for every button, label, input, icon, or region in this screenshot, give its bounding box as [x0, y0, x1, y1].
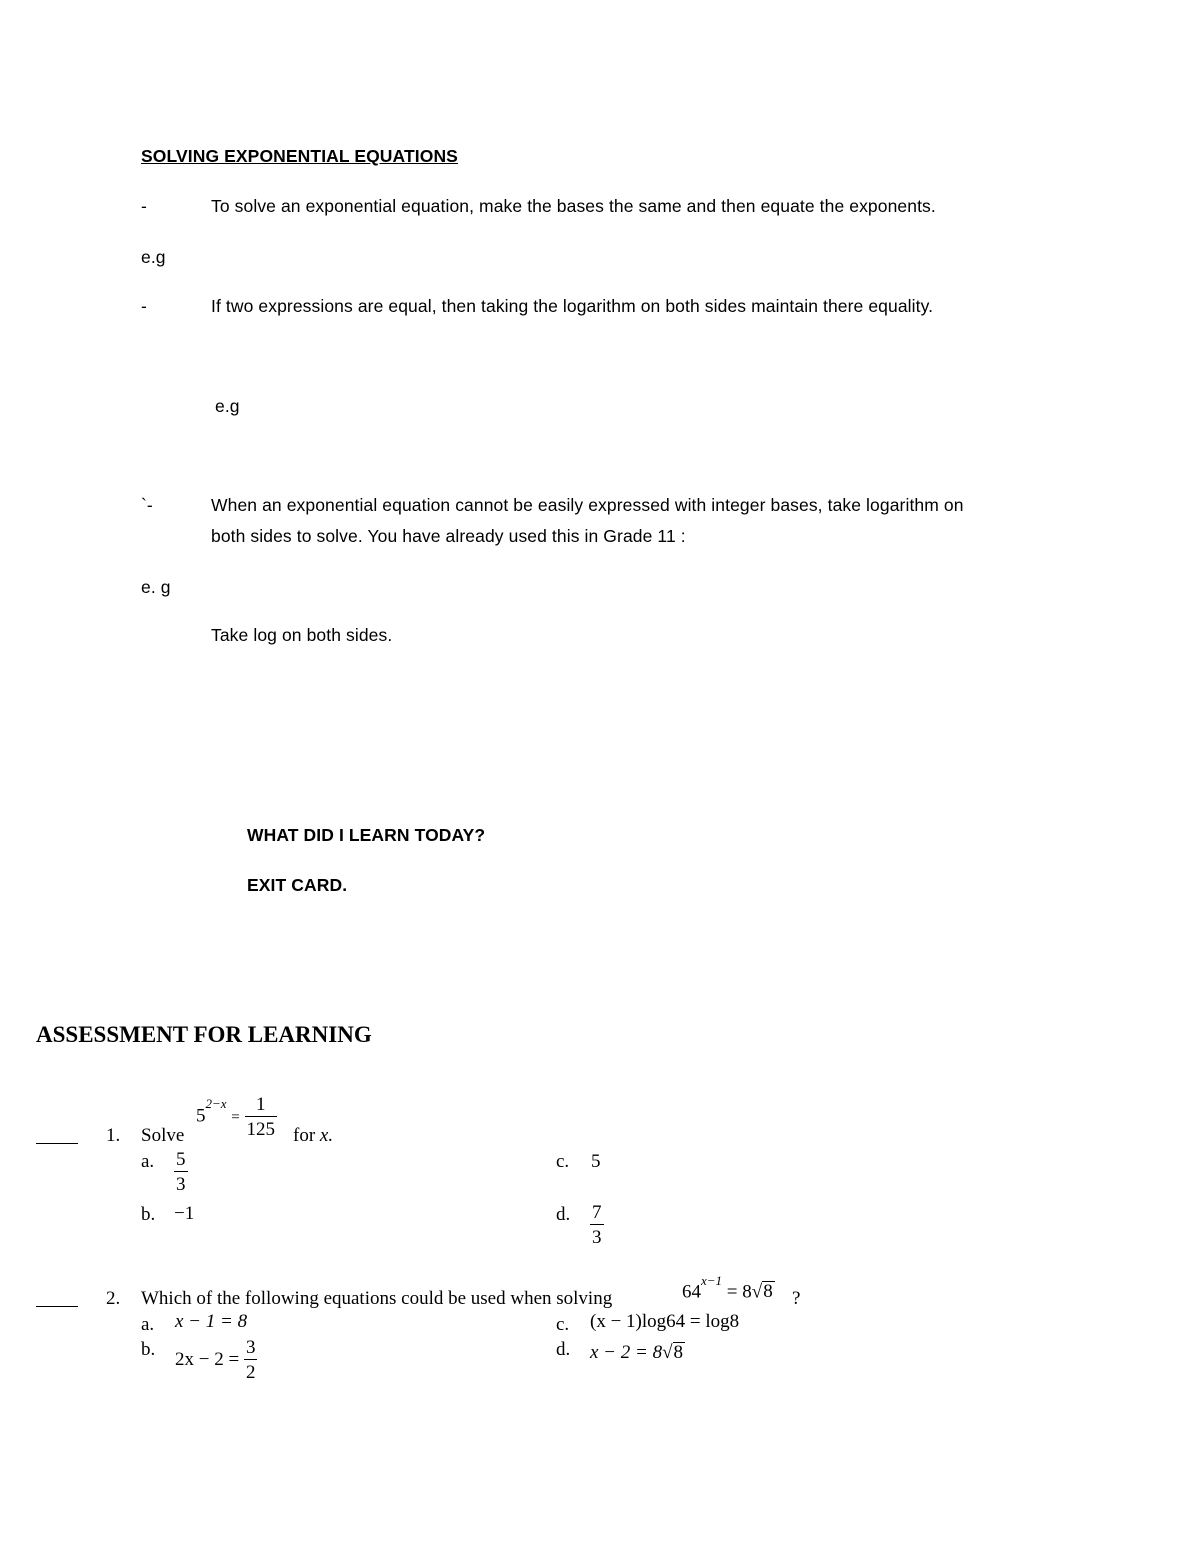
q1-eq-exponent: 2−x	[205, 1096, 227, 1112]
q1-option-c: 5	[591, 1151, 601, 1172]
exit-card-label: EXIT CARD.	[247, 875, 348, 895]
q1-option-a	[174, 1150, 188, 1194]
question-number-2: 2.	[106, 1288, 121, 1309]
bullet-marker: -	[141, 296, 147, 316]
radical-icon: √	[662, 1342, 673, 1363]
q2-eq-root: 8	[763, 1281, 773, 1303]
q2-b-denominator: 2	[245, 1362, 256, 1383]
bullet-text-logarithm-equality: If two expressions are equal, then taking the logarithm on both sides maintain there equality.	[211, 296, 934, 316]
q1-eq-base: 5	[196, 1105, 206, 1127]
q2-eq-rhs: = 8	[726, 1281, 752, 1303]
bullet-marker: `-	[141, 495, 153, 515]
q2-b-lhs: 2x − 2 =	[175, 1349, 240, 1370]
option-label-b: b.	[141, 1339, 156, 1360]
q2-equation	[682, 1273, 775, 1303]
option-label-b: b.	[141, 1204, 156, 1225]
option-label-a: a.	[141, 1314, 155, 1335]
assessment-heading: ASSESSMENT FOR LEARNING	[36, 1022, 372, 1047]
bullet-marker: -	[141, 196, 147, 216]
bullet-text-integer-bases-line2: both sides to solve. You have already used this in Grade 11 :	[211, 526, 686, 546]
bullet-text-integer-bases-line1: When an exponential equation cannot be easily expressed with integer bases, take logarithm on	[211, 495, 964, 515]
q2-question-mark: ?	[792, 1288, 801, 1309]
q2-d-root: 8	[673, 1342, 684, 1363]
option-label-d: d.	[556, 1339, 571, 1360]
q1-a-denominator: 3	[176, 1174, 186, 1195]
question-1-prefix: Solve	[141, 1125, 185, 1146]
q2-option-a: x − 1 = 8	[175, 1311, 248, 1332]
q1-eq-fraction	[245, 1095, 278, 1139]
q1-d-numerator: 7	[592, 1202, 602, 1223]
q1-variable: x.	[319, 1125, 334, 1146]
radical-icon: √	[751, 1281, 763, 1303]
q1-option-d	[590, 1203, 604, 1247]
q2-eq-base: 64	[682, 1281, 701, 1303]
question-number-1: 1.	[106, 1125, 121, 1146]
example-label: e.g	[141, 247, 166, 267]
q2-option-c: (x − 1)log64 = log8	[590, 1311, 740, 1332]
q1-eq-numerator: 1	[245, 1095, 278, 1117]
q1-option-a-fraction	[174, 1150, 188, 1194]
bullet-text-same-bases: To solve an exponential equation, make the bases the same and then equate the exponents.	[211, 196, 936, 216]
take-log-instruction: Take log on both sides.	[211, 625, 393, 645]
example-label: e. g	[141, 577, 171, 597]
q1-option-d-fraction	[590, 1203, 604, 1247]
q2-d-lhs: x − 2 = 8	[590, 1342, 663, 1363]
option-label-c: c.	[556, 1151, 570, 1172]
page-title: SOLVING EXPONENTIAL EQUATIONS	[141, 146, 458, 166]
q2-option-b-fraction	[244, 1338, 258, 1382]
q2-option-b	[175, 1338, 257, 1382]
option-label-a: a.	[141, 1151, 155, 1172]
q2-option-d	[590, 1342, 685, 1364]
question-2-text: Which of the following equations could be used when solving	[141, 1288, 613, 1309]
reflection-question: WHAT DID I LEARN TODAY?	[247, 825, 486, 845]
q1-eq-denominator: 125	[246, 1119, 276, 1140]
q2-eq-exponent: x−1	[701, 1273, 723, 1288]
example-label: e.g	[215, 396, 240, 416]
q1-option-b: −1	[174, 1203, 195, 1224]
question-1-suffix	[293, 1125, 333, 1147]
option-label-d: d.	[556, 1204, 571, 1225]
q1-equation	[196, 1095, 277, 1139]
answer-blank-q1[interactable]	[36, 1143, 78, 1144]
q1-eq-equals: =	[231, 1109, 240, 1126]
q1-suffix-text: for	[293, 1125, 316, 1146]
option-label-c: c.	[556, 1314, 570, 1335]
answer-blank-q2[interactable]	[36, 1306, 78, 1307]
q1-d-denominator: 3	[592, 1227, 602, 1248]
q2-b-numerator: 3	[245, 1337, 256, 1358]
q1-a-numerator: 5	[176, 1149, 186, 1170]
